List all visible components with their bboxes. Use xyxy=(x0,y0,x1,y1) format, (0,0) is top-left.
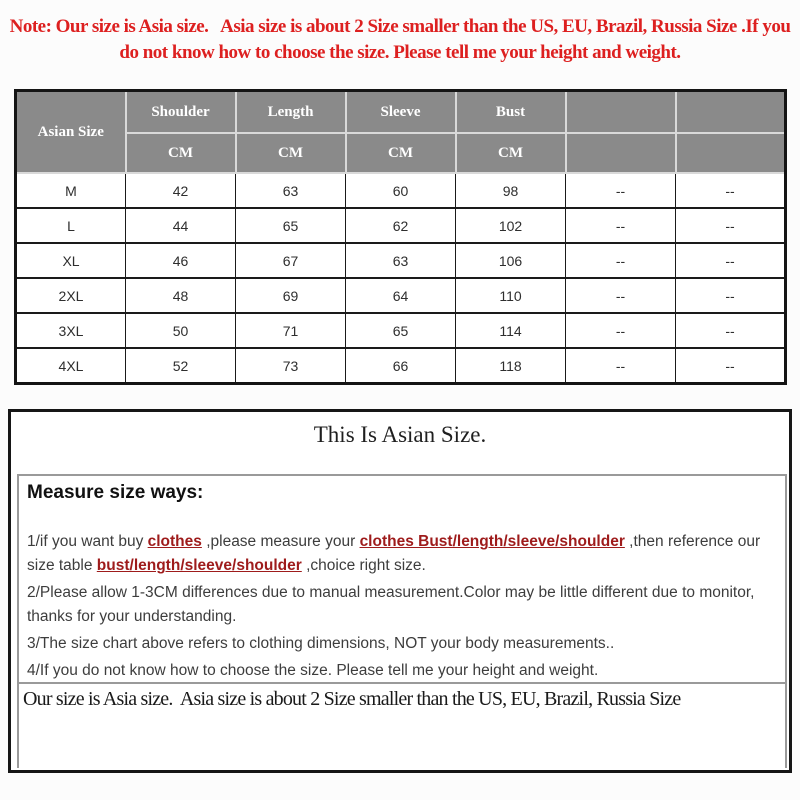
instruction-line-1 xyxy=(27,530,775,578)
col-header-sleeve: Sleeve xyxy=(346,91,456,134)
value-cell: -- xyxy=(676,243,786,278)
col-header-shoulder: Shoulder xyxy=(126,91,236,134)
value-cell: -- xyxy=(566,173,676,208)
value-cell: 60 xyxy=(346,173,456,208)
table-row-l xyxy=(16,208,786,243)
value-cell: 44 xyxy=(126,208,236,243)
value-cell: -- xyxy=(676,313,786,348)
size-label: XL xyxy=(16,243,126,278)
col-header-bust: Bust xyxy=(456,91,566,134)
line1-pre: 1/if you want buy xyxy=(27,533,148,551)
col-header-empty-1 xyxy=(566,91,676,134)
table-row-2xl xyxy=(16,278,786,313)
value-cell: -- xyxy=(566,243,676,278)
value-cell: 110 xyxy=(456,278,566,313)
clothes-link-text: clothes xyxy=(147,533,202,551)
value-cell: 102 xyxy=(456,208,566,243)
value-cell: 64 xyxy=(346,278,456,313)
clothes-measure-link-text: clothes Bust/length/sleeve/shoulder xyxy=(359,533,625,551)
size-label: 2XL xyxy=(16,278,126,313)
col-header-empty-2 xyxy=(676,91,786,134)
value-cell: 42 xyxy=(126,173,236,208)
unit-cell-empty-2 xyxy=(676,133,786,173)
value-cell: -- xyxy=(676,173,786,208)
value-cell: 67 xyxy=(236,243,346,278)
measure-section xyxy=(19,476,785,684)
size-table xyxy=(14,89,787,385)
value-cell: 63 xyxy=(236,173,346,208)
unit-cell-sleeve: CM xyxy=(346,133,456,173)
size-table-header xyxy=(16,91,786,174)
value-cell: 118 xyxy=(456,348,566,384)
table-row-m xyxy=(16,173,786,208)
unit-cell-shoulder: CM xyxy=(126,133,236,173)
table-corner-asian-size: Asian Size xyxy=(16,91,126,174)
measure-heading: Measure size ways: xyxy=(27,482,204,504)
size-label: 4XL xyxy=(16,348,126,384)
value-cell: 73 xyxy=(236,348,346,384)
value-cell: 52 xyxy=(126,348,236,384)
size-label: M xyxy=(16,173,126,208)
value-cell: -- xyxy=(566,278,676,313)
measure-inner-box xyxy=(17,474,787,768)
value-cell: 69 xyxy=(236,278,346,313)
line1-mid1: ,please measure your xyxy=(201,533,360,551)
value-cell: 65 xyxy=(236,208,346,243)
value-cell: -- xyxy=(676,278,786,313)
value-cell: 46 xyxy=(126,243,236,278)
value-cell: 48 xyxy=(126,278,236,313)
top-red-note: Note: Our size is Asia size. Asia size is about 2 Size smaller than the US, EU, Brazil, Russia Size .If you do not know how to choose the size. Please tell me your height and weight. xyxy=(9,16,791,63)
value-cell: -- xyxy=(676,208,786,243)
value-cell: 65 xyxy=(346,313,456,348)
value-cell: -- xyxy=(676,348,786,384)
value-cell: 98 xyxy=(456,173,566,208)
size-label: L xyxy=(16,208,126,243)
table-row-xl xyxy=(16,243,786,278)
bottom-note: Our size is Asia size. Asia size is about 2 Size smaller than the US, EU, Brazil, Russia Size xyxy=(23,688,681,711)
value-cell: 63 xyxy=(346,243,456,278)
value-cell: 50 xyxy=(126,313,236,348)
value-cell: -- xyxy=(566,208,676,243)
col-header-length: Length xyxy=(236,91,346,134)
size-label: 3XL xyxy=(16,313,126,348)
value-cell: 114 xyxy=(456,313,566,348)
table-row-4xl xyxy=(16,348,786,384)
size-table-body xyxy=(16,173,786,384)
box-title-asian-size: This Is Asian Size. xyxy=(313,422,487,448)
instruction-line-2: 2/Please allow 1-3CM differences due to manual measurement.Color may be little different due to monitor, thanks for your understanding. xyxy=(27,584,755,626)
line1-mid2: ,then reference our size table xyxy=(27,533,761,575)
unit-cell-empty-1 xyxy=(566,133,676,173)
unit-cell-length: CM xyxy=(236,133,346,173)
unit-cell-bust: CM xyxy=(456,133,566,173)
value-cell: 66 xyxy=(346,348,456,384)
info-box xyxy=(8,409,792,773)
instruction-line-4: 4/If you do not know how to choose the size. Please tell me your height and weight. xyxy=(27,662,599,680)
value-cell: -- xyxy=(566,313,676,348)
value-cell: -- xyxy=(566,348,676,384)
value-cell: 62 xyxy=(346,208,456,243)
value-cell: 106 xyxy=(456,243,566,278)
table-row-3xl xyxy=(16,313,786,348)
value-cell: 71 xyxy=(236,313,346,348)
line1-post: ,choice right size. xyxy=(301,557,426,575)
instruction-line-3: 3/The size chart above refers to clothing dimensions, NOT your body measurements.. xyxy=(27,635,615,653)
size-table-link-text: bust/length/sleeve/shoulder xyxy=(96,557,302,575)
size-chart-page xyxy=(0,14,800,800)
